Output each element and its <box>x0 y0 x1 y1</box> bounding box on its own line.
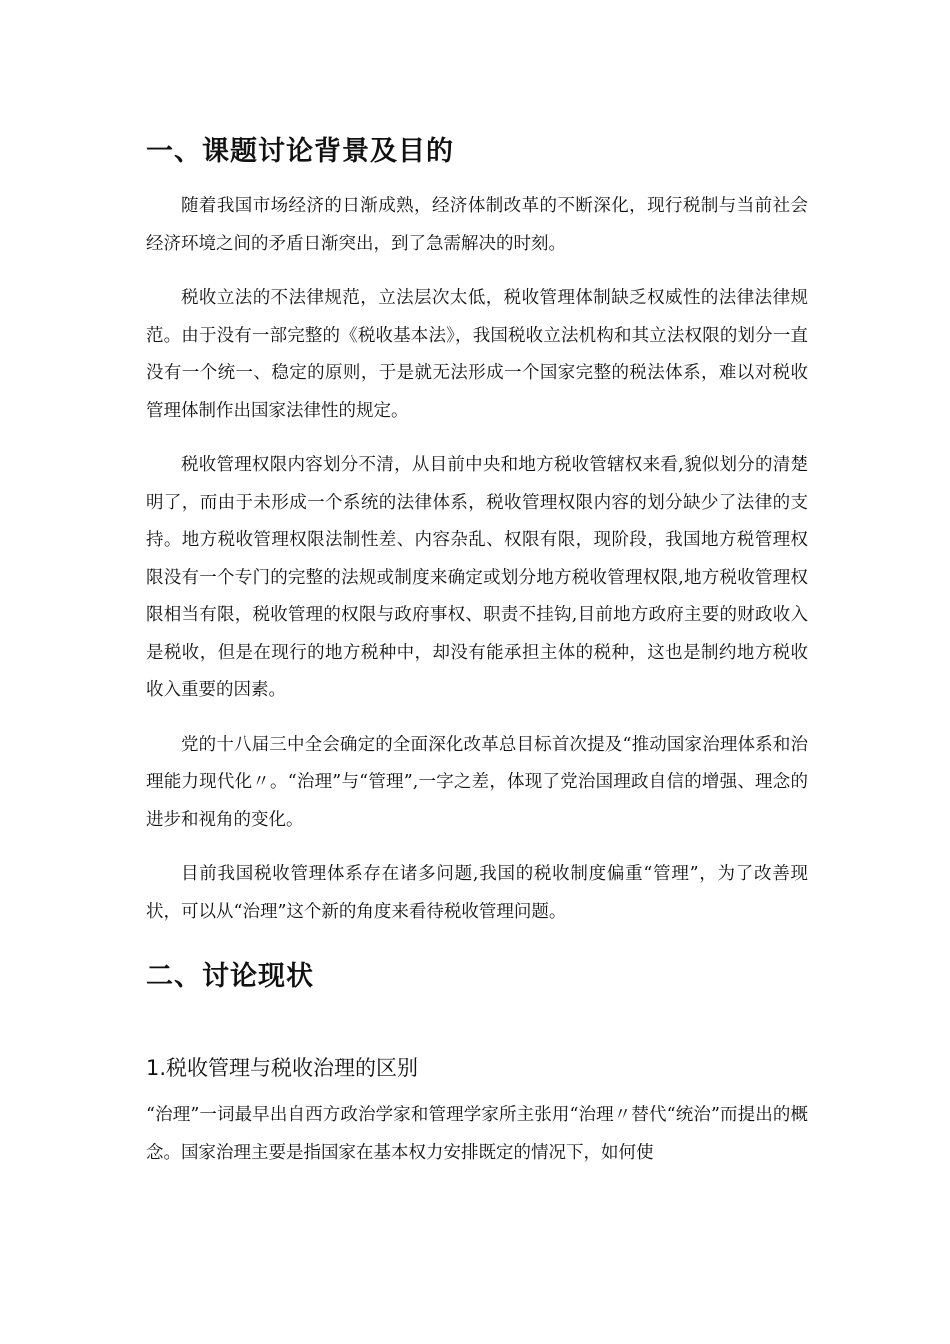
section-2-heading: 二、讨论现状 <box>146 961 314 992</box>
section-1-paragraph-5: 目前我国税收管理体系存在诸多问题,我国的税收制度偏重“管理”，为了改善现状，可以从“治理”这个新的角度来看待税收管理问题。 <box>146 864 808 922</box>
section-1-paragraph-2: 税收立法的不法律规范，立法层次太低，税收管理体制缺乏权威性的法律法律规范。由于没有一部完整的《税收基本法》，我国税收立法机构和其立法权限的划分一直没有一个统一、稳定的原则，于是就无法形成一个国家完整的税法体系，难以对税收管理体制作出国家法律性的规定。 <box>146 288 808 421</box>
section-1-paragraph-4: 党的十八届三中全会确定的全面深化改革总目标首次提及“推动国家治理体系和治理能力现代化〃。“治理”与“管理”,一字之差，体现了党治国理政自信的增强、理念的进步和视角的变化。 <box>146 734 808 830</box>
section-1-paragraph-1: 随着我国市场经济的日渐成熟，经济体制改革的不断深化，现行税制与当前社会经济环境之间的矛盾日渐突出，到了急需解决的时刻。 <box>146 196 808 254</box>
section-1-heading: 一、课题讨论背景及目的 <box>146 136 454 167</box>
subsection-1-heading: 1.税收管理与税收治理的区别 <box>146 1056 419 1080</box>
document-page <box>146 128 808 1189</box>
section-1-paragraph-3: 税收管理权限内容划分不清，从目前中央和地方税收管辖权来看,貌似划分的清楚明了，而由于未形成一个系统的法律体系，税收管理权限内容的划分缺少了法律的支持。地方税收管理权限法制性差、内容杂乱、权限有限，现阶段，我国地方税管理权限没有一个专门的完整的法规或制度来确定或划分地方税收管理权限,地方税收管理权限相当有限，税收管理的权限与政府事权、职责不挂钩,目前地方政府主要的财政收入是税收，但是在现行的地方税种中，却没有能承担主体的税种，这也是制约地方税收收入重要的因素。 <box>146 455 808 700</box>
subsection-1-paragraph: “治理”一词最早出自西方政治学家和管理学家所主张用“治理〃替代“统治”而提出的概念。国家治理主要是指国家在基本权力安排既定的情况下，如何使 <box>146 1105 808 1163</box>
